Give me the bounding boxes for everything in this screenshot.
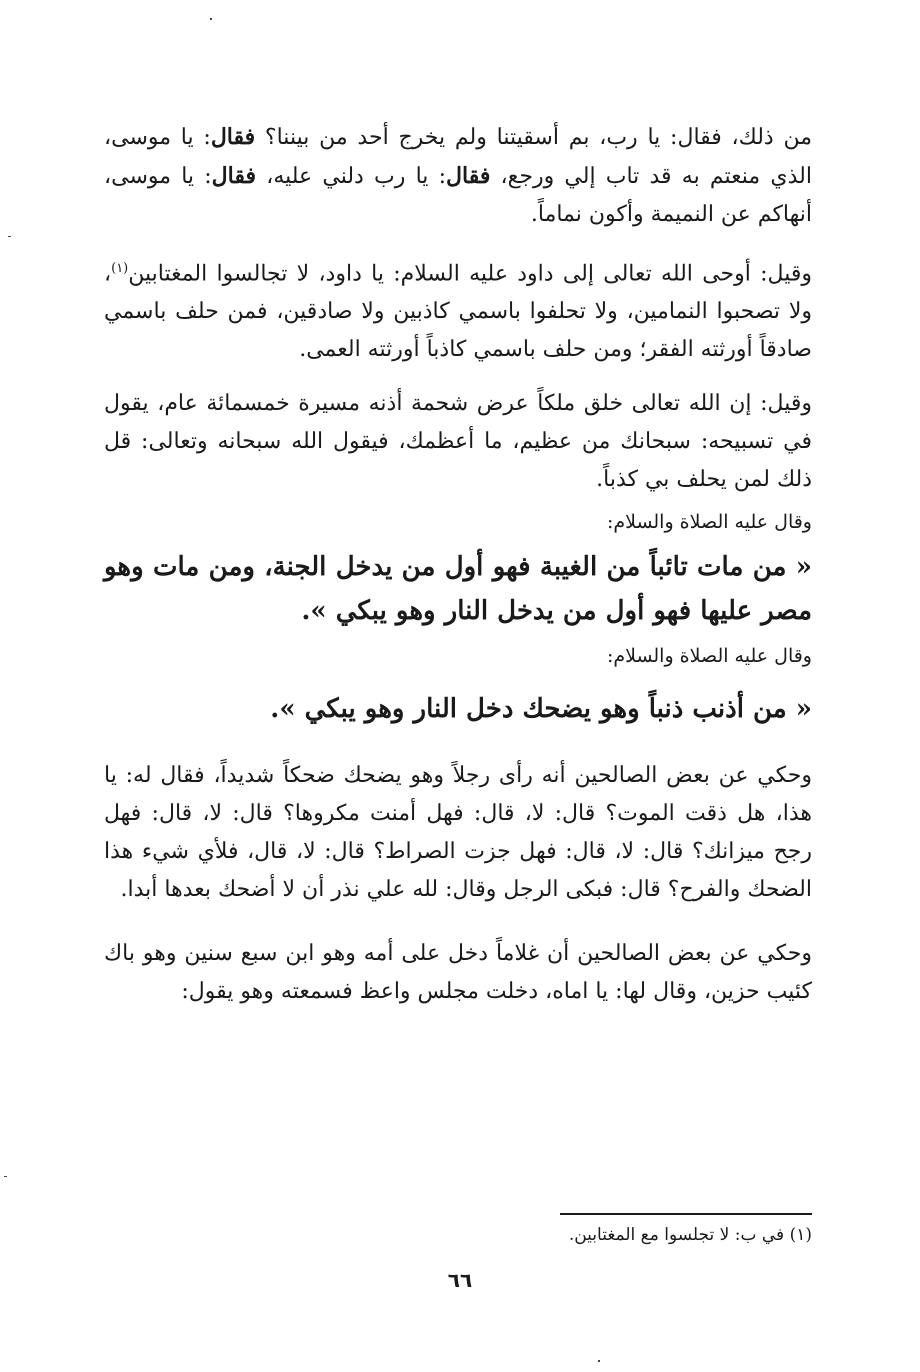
text-run: : يا موسى، أنهاكم عن النميمة وأكون نماماً. — [104, 164, 812, 227]
scan-speck — [4, 1176, 7, 1177]
footnote: (١) في ب: لا تجلسوا مع المغتابين. — [568, 1225, 812, 1245]
text-run: ، ولا تصحبوا النمامين، ولا تحلفوا باسمي كاذبين ولا صادقين، فمن حلف باسمي صادقاً أورثته الفقر؛ ومن حلف باسمي كاذباً أورثته العمى. — [104, 261, 812, 363]
text-run-bold: فقال — [210, 124, 256, 150]
paragraph-1 — [104, 118, 812, 234]
paragraph-2 — [104, 250, 812, 369]
text-run: من ذلك، فقال: يا رب، بم أسقيتنا ولم يخرج أحد من بيننا؟ — [255, 125, 813, 150]
text-run: : يا رب دلني عليه، — [256, 164, 447, 189]
scan-speck — [8, 236, 11, 237]
hadith-quote-2: « من أذنب ذنباً وهو يضحك دخل النار وهو يبكي ». — [270, 694, 812, 725]
scan-speck — [210, 18, 212, 20]
hadith-intro-2: وقال عليه الصلاة والسلام: — [606, 645, 812, 668]
paragraph-3: وقيل: إن الله تعالى خلق ملكاً عرض شحمة أذنه مسيرة خمسمائة عام، يقول في تسبيحه: سبحانك من عظيم، ما أعظمك، فيقول الله سبحانه وتعالى: قل ذلك لمن يحلف بي كذباً. — [104, 391, 812, 493]
page-number: ٦٦ — [447, 1268, 473, 1292]
text-run: : يا موسى، الذي منعتم به قد تاب إلي ورجع، — [104, 125, 812, 189]
page-body — [104, 118, 812, 1011]
text-run-bold: فقال — [446, 163, 491, 189]
scan-speck — [598, 1360, 600, 1362]
paragraph-5: وحكي عن بعض الصالحين أن غلاماً دخل على أمه وهو ابن سبع سنين وهو باك كئيب حزين، وقال لها: يا اماه، دخلت مجلس واعظ فسمعته وهو يقول: — [104, 941, 812, 1005]
hadith-quote-1: « من مات تائباً من الغيبة فهو أول من يدخل الجنة، ومن مات وهو مصر عليها فهو أول من يدخل النار وهو يبكي ». — [104, 552, 812, 627]
footnote-rule — [560, 1213, 812, 1215]
text-run: وقيل: أوحى الله تعالى إلى داود عليه السلام: يا داود، لا تجالسوا المغتابين — [128, 261, 812, 287]
text-run-bold: فقال — [211, 163, 257, 189]
footnote-reference: (١) — [111, 261, 129, 276]
hadith-intro-1: وقال عليه الصلاة والسلام: — [606, 511, 812, 534]
paragraph-4: وحكي عن بعض الصالحين أنه رأى رجلاً وهو يضحك ضحكاً شديداً، فقال له: يا هذا، هل ذقت الموت؟ قال: لا، قال: فهل أمنت مكروها؟ قال: لا، قال: فهل رجح ميزانك؟ قال: لا، قال: فهل جزت الصراط؟ قال: لا، قال، فلأي شيء هذا الضحك والفرح؟ قال: فبكى الرجل وقال: لله علي نذر أن لا أضحك بعدها أبدا. — [104, 763, 812, 903]
